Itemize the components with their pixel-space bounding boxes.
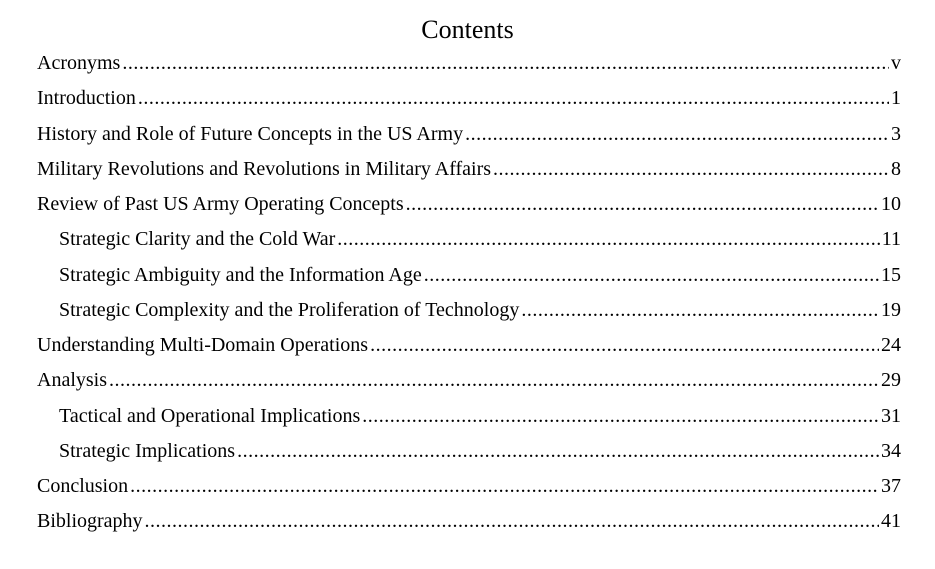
toc-entry-page-number: 8 [891,157,901,180]
dot-leader [337,222,879,257]
toc-entry-analysis[interactable] [37,363,901,398]
toc-entry-tactical-operational[interactable] [37,399,901,434]
toc-entry-page-number: v [891,52,901,74]
toc-entry-page-number: 1 [891,87,901,110]
table-of-contents [37,46,901,540]
toc-entry-label: Introduction [37,87,136,110]
toc-entry-label: Strategic Complexity and the Proliferation of Technology [59,298,520,321]
toc-entry-acronyms[interactable] [37,46,901,81]
toc-entry-strategic-implications[interactable] [37,434,901,469]
toc-entry-conclusion[interactable] [37,469,901,504]
toc-entry-label: Strategic Ambiguity and the Information Age [59,263,422,286]
dot-leader [109,363,879,398]
toc-entry-label: Tactical and Operational Implications [59,404,361,427]
toc-entry-label: Conclusion [37,475,129,497]
toc-entry-review-of-past-concepts[interactable] [37,187,901,222]
dot-leader [424,258,879,293]
toc-entry-page-number: 3 [891,122,901,145]
toc-entry-history-and-role[interactable] [37,117,901,152]
toc-entry-bibliography[interactable] [37,504,901,539]
toc-entry-page-number: 11 [881,228,901,251]
toc-entry-page-number: 19 [881,298,901,321]
dot-leader [493,152,889,187]
toc-entry-understanding-mdo[interactable] [37,328,901,363]
dot-leader [130,469,879,504]
toc-entry-page-number: 24 [881,334,901,356]
dot-leader [122,46,889,81]
toc-entry-page-number: 10 [881,193,901,215]
toc-entry-label: Analysis [37,369,107,392]
dot-leader [465,117,889,152]
toc-entry-page-number: 31 [881,404,901,427]
toc-entry-strategic-complexity[interactable] [37,293,901,328]
toc-entry-page-number: 37 [881,475,901,497]
toc-entry-page-number: 34 [881,439,901,462]
toc-entry-label: Strategic Clarity and the Cold War [59,228,336,251]
toc-entry-label: Understanding Multi-Domain Operations [37,334,369,356]
page-title: Contents [421,15,514,44]
toc-entry-label: Strategic Implications [59,439,236,462]
toc-entry-strategic-clarity[interactable] [37,222,901,257]
toc-entry-label: Acronyms [37,52,121,74]
toc-entry-strategic-ambiguity[interactable] [37,258,901,293]
toc-entry-introduction[interactable] [37,81,901,116]
toc-entry-label: Military Revolutions and Revolutions in Military Affairs [37,157,492,180]
dot-leader [362,399,879,434]
toc-entry-page-number: 15 [881,263,901,286]
dot-leader [237,434,879,469]
toc-entry-label: Bibliography [37,510,143,533]
dot-leader [521,293,879,328]
dot-leader [370,328,879,363]
dot-leader [145,504,879,539]
toc-entry-label: Review of Past US Army Operating Concepts [37,193,404,215]
toc-entry-military-revolutions[interactable] [37,152,901,187]
toc-entry-page-number: 41 [881,510,901,533]
dot-leader [406,187,879,222]
toc-entry-page-number: 29 [881,369,901,392]
toc-entry-label: History and Role of Future Concepts in the US Army [37,122,464,145]
dot-leader [138,81,889,116]
